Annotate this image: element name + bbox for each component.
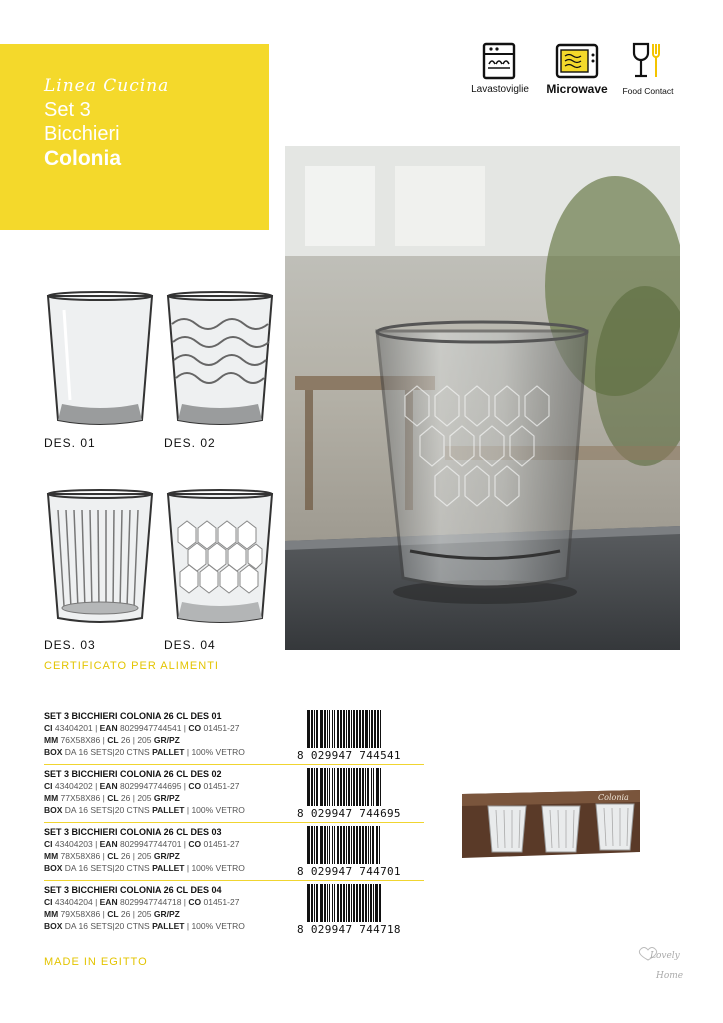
- barcode-bar: [337, 826, 339, 864]
- product-row-1: SET 3 BICCHIERI COLONIA 26 CL DES 01 CI 43404201 | EAN 8029947744541 | CO 01451-27 MM 76X58X86 | CL 26 | 205 GR/PZ BOX DA 16 SETS|20 CTNS PALLET | 100% VETRO: [44, 710, 424, 768]
- product-title: SET 3 BICCHIERI COLONIA 26 CL DES 02: [44, 769, 222, 779]
- des-02-label: DES. 02: [164, 436, 216, 450]
- product-title: SET 3 BICCHIERI COLONIA 26 CL DES 01: [44, 711, 222, 721]
- barcode-bar: [307, 826, 310, 864]
- main-product-photo: [285, 146, 680, 650]
- barcode-bar: [346, 710, 347, 748]
- barcode-bar: [340, 768, 342, 806]
- barcode-bar: [340, 884, 342, 922]
- barcode-bar: [327, 768, 328, 806]
- barcode-bar: [332, 884, 333, 922]
- barcode-bar: [327, 826, 328, 864]
- barcode-bar: [316, 884, 318, 922]
- des-04-label: DES. 04: [164, 638, 216, 652]
- barcode-digits: 8 029947 744541: [297, 749, 401, 762]
- product-row-4: SET 3 BICCHIERI COLONIA 26 CL DES 04 CI 43404204 | EAN 8029947744718 | CO 01451-27 MM 79X58X86 | CL 26 | 205 GR/PZ BOX DA 16 SETS|20 CTNS PALLET | 100% VETRO: [44, 884, 424, 942]
- package-label: Colonia: [598, 793, 629, 802]
- des-03-label: DES. 03: [44, 638, 96, 652]
- barcode-bar: [311, 768, 313, 806]
- barcode-bar: [324, 884, 326, 922]
- barcode-bar: [337, 768, 339, 806]
- barcode-bar: [316, 710, 318, 748]
- barcode-bar: [343, 884, 345, 922]
- glass-des-04-image: [164, 488, 276, 628]
- barcode-bar: [316, 768, 318, 806]
- barcode-bar: [368, 884, 369, 922]
- barcode-2: [297, 768, 425, 820]
- barcode-bar: [365, 884, 367, 922]
- barcode-bar: [314, 768, 315, 806]
- barcode-bar: [376, 768, 379, 806]
- barcode-bar: [380, 768, 381, 806]
- barcode-bar: [353, 710, 355, 748]
- barcode-bar: [324, 710, 326, 748]
- barcode-bar: [337, 884, 339, 922]
- barcode-bar: [356, 710, 358, 748]
- barcode-bar: [377, 710, 379, 748]
- package-photo: [458, 788, 644, 860]
- barcode-bar: [320, 884, 323, 922]
- barcode-bar: [327, 884, 328, 922]
- barcode-bar: [324, 826, 326, 864]
- barcode-bars: [297, 710, 425, 748]
- svg-text:Lovely: Lovely: [650, 951, 680, 961]
- barcode-3: [297, 826, 425, 878]
- svg-text:Home: Home: [656, 971, 684, 981]
- title-line-1: Set 3: [44, 99, 91, 121]
- barcode-bar: [351, 768, 352, 806]
- microwave-icon: [555, 43, 599, 79]
- barcode-bar: [351, 884, 352, 922]
- barcode-bar: [311, 826, 313, 864]
- barcode-bar: [343, 710, 345, 748]
- barcode-bar: [359, 710, 361, 748]
- barcode-bar: [311, 884, 313, 922]
- barcode-bar: [351, 710, 352, 748]
- barcode-bar: [359, 768, 361, 806]
- barcode-bar: [362, 884, 364, 922]
- glass-des-03-image: [44, 488, 156, 628]
- barcode-bar: [314, 710, 315, 748]
- food-contact-label: Food Contact: [622, 86, 674, 96]
- barcode-bar: [353, 826, 355, 864]
- barcode-bar: [380, 710, 381, 748]
- barcode-bar: [307, 768, 310, 806]
- feature-icons: [462, 40, 682, 100]
- barcode-bar: [356, 826, 358, 864]
- barcode-digits: 8 029947 744718: [297, 923, 401, 936]
- barcode-bar: [346, 826, 347, 864]
- barcode-bar: [314, 826, 315, 864]
- title-line-2: Bicchieri: [44, 123, 120, 145]
- barcode-bar: [337, 710, 339, 748]
- barcode-bar: [346, 884, 347, 922]
- barcode-bar: [353, 768, 355, 806]
- barcode-bar: [327, 710, 328, 748]
- barcode-bar: [311, 710, 313, 748]
- barcode-bar: [316, 826, 318, 864]
- title-block: [0, 44, 269, 230]
- barcode-bar: [359, 826, 361, 864]
- barcode-bar: [334, 826, 335, 864]
- certificate-text: CERTIFICATO PER ALIMENTI: [44, 660, 219, 672]
- product-row-3: SET 3 BICCHIERI COLONIA 26 CL DES 03 CI 43404203 | EAN 8029947744701 | CO 01451-27 MM 78X58X86 | CL 26 | 205 GR/PZ BOX DA 16 SETS|20 CTNS PALLET | 100% VETRO: [44, 826, 424, 884]
- barcode-bar: [334, 710, 335, 748]
- barcode-bar: [320, 768, 323, 806]
- barcode-bar: [379, 826, 380, 864]
- glass-des-01-image: [44, 290, 156, 430]
- barcode-bar: [307, 884, 310, 922]
- barcode-bar: [334, 884, 335, 922]
- barcode-bar: [340, 826, 342, 864]
- barcode-bar: [365, 710, 368, 748]
- dishwasher-label: Lavastoviglie: [471, 84, 529, 95]
- barcode-bar: [369, 710, 370, 748]
- barcode-1: [297, 710, 425, 762]
- barcode-bar: [356, 768, 358, 806]
- barcode-bar: [368, 826, 369, 864]
- barcode-bar: [375, 884, 378, 922]
- barcode-bar: [373, 884, 374, 922]
- barcode-bar: [332, 768, 333, 806]
- barcode-bar: [353, 884, 355, 922]
- barcode-bar: [374, 710, 376, 748]
- barcode-bars: [297, 884, 425, 922]
- barcode-bar: [320, 826, 323, 864]
- barcode-bar: [362, 768, 364, 806]
- barcode-bars: [297, 768, 425, 806]
- row-divider: [44, 822, 424, 823]
- barcode-bar: [329, 710, 330, 748]
- barcode-digits: 8 029947 744695: [297, 807, 401, 820]
- barcode-bar: [343, 768, 345, 806]
- barcode-bar: [329, 768, 330, 806]
- barcode-bar: [340, 710, 342, 748]
- barcode-bar: [362, 826, 364, 864]
- barcode-bar: [362, 710, 364, 748]
- barcode-bar: [329, 826, 330, 864]
- barcode-bar: [351, 826, 352, 864]
- barcode-bar: [343, 826, 345, 864]
- product-title: SET 3 BICCHIERI COLONIA 26 CL DES 03: [44, 827, 222, 837]
- food-contact-icon: [630, 41, 666, 81]
- barcode-bars: [297, 826, 425, 864]
- barcode-bar: [372, 826, 374, 864]
- barcode-bar: [348, 710, 350, 748]
- barcode-bar: [320, 710, 323, 748]
- barcode-bar: [367, 768, 369, 806]
- barcode-bar: [348, 884, 350, 922]
- title-line-3: Colonia: [44, 147, 121, 170]
- product-row-2: SET 3 BICCHIERI COLONIA 26 CL DES 02 CI 43404202 | EAN 8029947744695 | CO 01451-27 MM 77X58X86 | CL 26 | 205 GR/PZ BOX DA 16 SETS|20 CTNS PALLET | 100% VETRO: [44, 768, 424, 826]
- barcode-bar: [359, 884, 361, 922]
- barcode-bar: [365, 826, 367, 864]
- des-01-label: DES. 01: [44, 436, 96, 450]
- row-divider: [44, 880, 424, 881]
- dishwasher-icon: [482, 42, 516, 80]
- lovely-home-logo: [634, 940, 684, 984]
- barcode-bar: [307, 710, 310, 748]
- barcode-bar: [346, 768, 347, 806]
- barcode-bar: [373, 768, 374, 806]
- barcode-bar: [376, 826, 378, 864]
- barcode-bar: [324, 768, 326, 806]
- barcode-4: [297, 884, 425, 936]
- barcode-digits: 8 029947 744701: [297, 865, 401, 878]
- barcode-bar: [370, 826, 371, 864]
- barcode-bar: [332, 710, 333, 748]
- microwave-label: Microwave: [546, 82, 608, 96]
- barcode-bar: [332, 826, 333, 864]
- barcode-bar: [334, 768, 335, 806]
- barcode-bar: [365, 768, 366, 806]
- glass-des-02-image: [164, 290, 276, 430]
- made-in-text: MADE IN EGITTO: [44, 956, 148, 968]
- barcode-bar: [371, 768, 372, 806]
- barcode-bar: [348, 826, 350, 864]
- product-title: SET 3 BICCHIERI COLONIA 26 CL DES 04: [44, 885, 222, 895]
- barcode-bar: [329, 884, 330, 922]
- row-divider: [44, 764, 424, 765]
- barcode-bar: [379, 884, 381, 922]
- barcode-bar: [356, 884, 358, 922]
- product-line-title: Linea Cucina: [44, 76, 170, 96]
- barcode-bar: [314, 884, 315, 922]
- barcode-bar: [370, 884, 372, 922]
- barcode-bar: [348, 768, 350, 806]
- barcode-bar: [371, 710, 373, 748]
